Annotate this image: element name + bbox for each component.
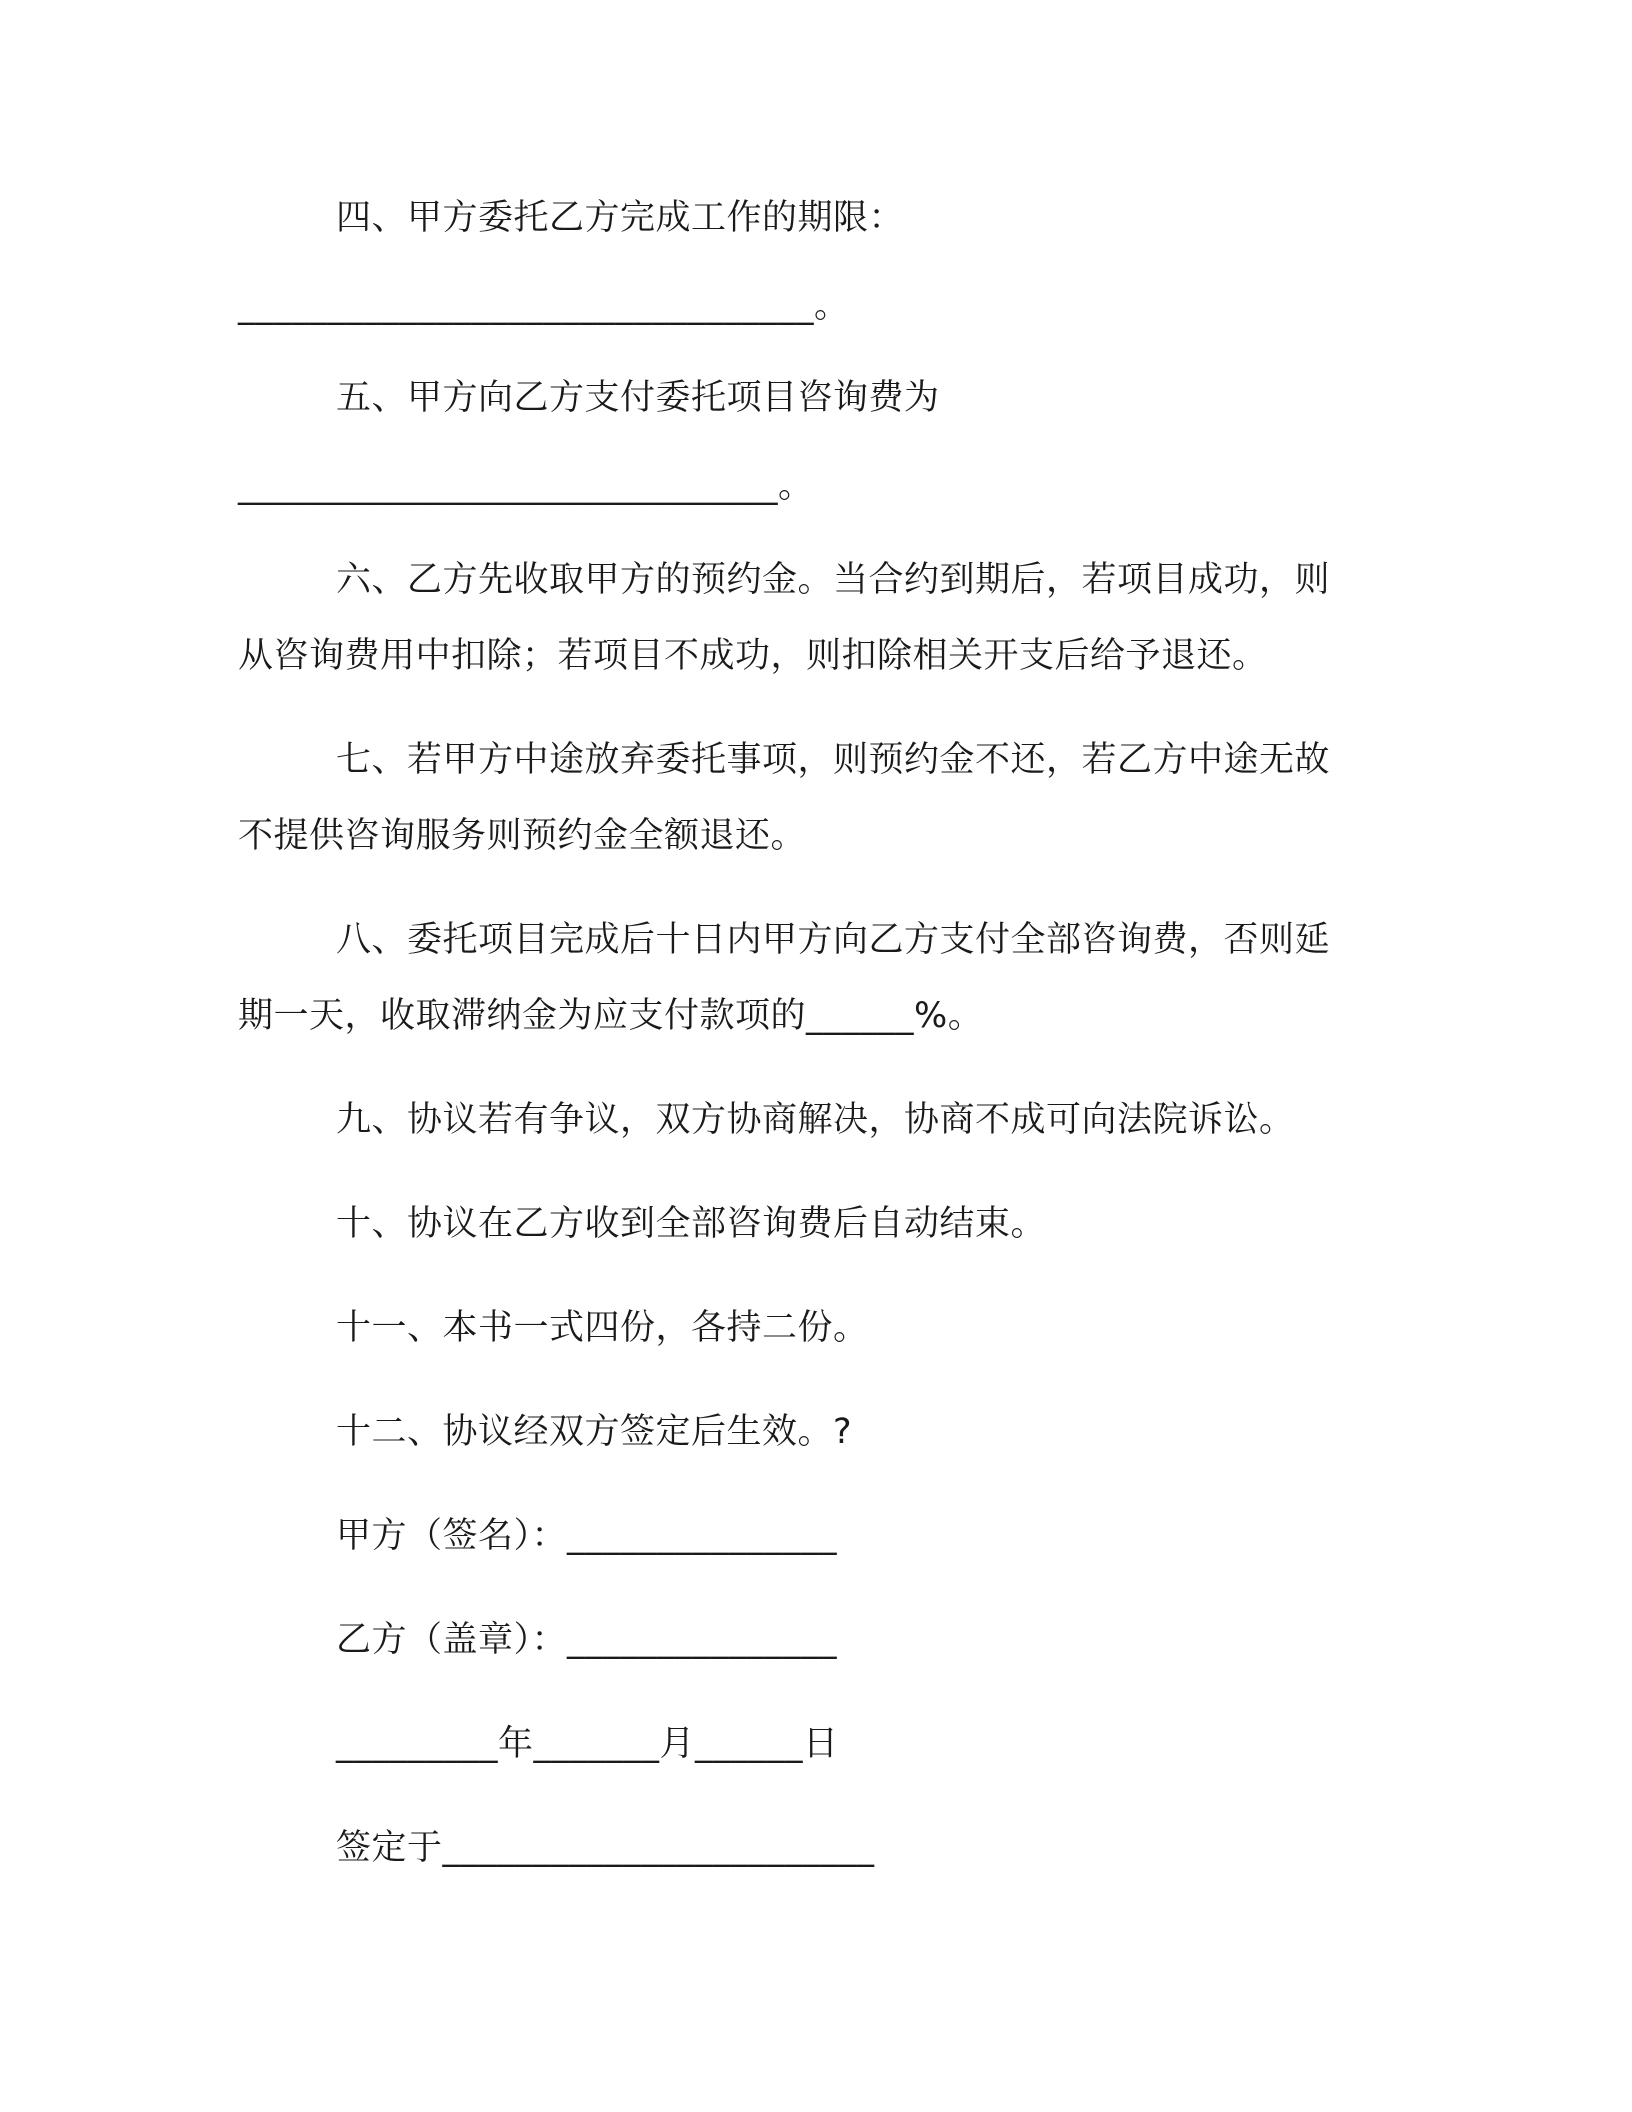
clause-6-line-2: 从咨询费用中扣除；若项目不成功，则扣除相关开支后给予退还。 [238, 636, 1268, 676]
clause-11: 十一、本书一式四份，各持二份。 [336, 1308, 869, 1348]
clause-7-line-2: 不提供咨询服务则预约金全额退还。 [238, 816, 807, 856]
party-a-signature: 甲方（签名）：_______________ [336, 1516, 838, 1556]
date-line: _________年_______月______日 [336, 1724, 839, 1764]
clause-8-line-1: 八、委托项目完成后十日内甲方向乙方支付全部咨询费，否则延 [336, 920, 1331, 960]
party-b-seal: 乙方（盖章）：_______________ [336, 1620, 838, 1660]
clause-9: 九、协议若有争议，双方协商解决，协商不成可向法院诉讼。 [336, 1100, 1295, 1140]
clause-4-line-1: 四、甲方委托乙方完成工作的期限： [336, 198, 905, 238]
clause-6-line-1: 六、乙方先收取甲方的预约金。当合约到期后，若项目成功，则 [336, 560, 1331, 600]
clause-8-line-2: 期一天，收取滞纳金为应支付款项的______%。 [238, 996, 984, 1036]
signed-at: 签定于________________________ [336, 1828, 875, 1868]
clause-5-line-2: ______________________________。 [238, 466, 814, 506]
clause-12: 十二、协议经双方签定后生效。? [336, 1412, 853, 1452]
clause-10: 十、协议在乙方收到全部咨询费后自动结束。 [336, 1204, 1047, 1244]
clause-5-line-1: 五、甲方向乙方支付委托项目咨询费为 [336, 378, 940, 418]
clause-4-line-2: ________________________________。 [238, 286, 850, 326]
clause-7-line-1: 七、若甲方中途放弃委托事项，则预约金不还，若乙方中途无故 [336, 740, 1331, 780]
